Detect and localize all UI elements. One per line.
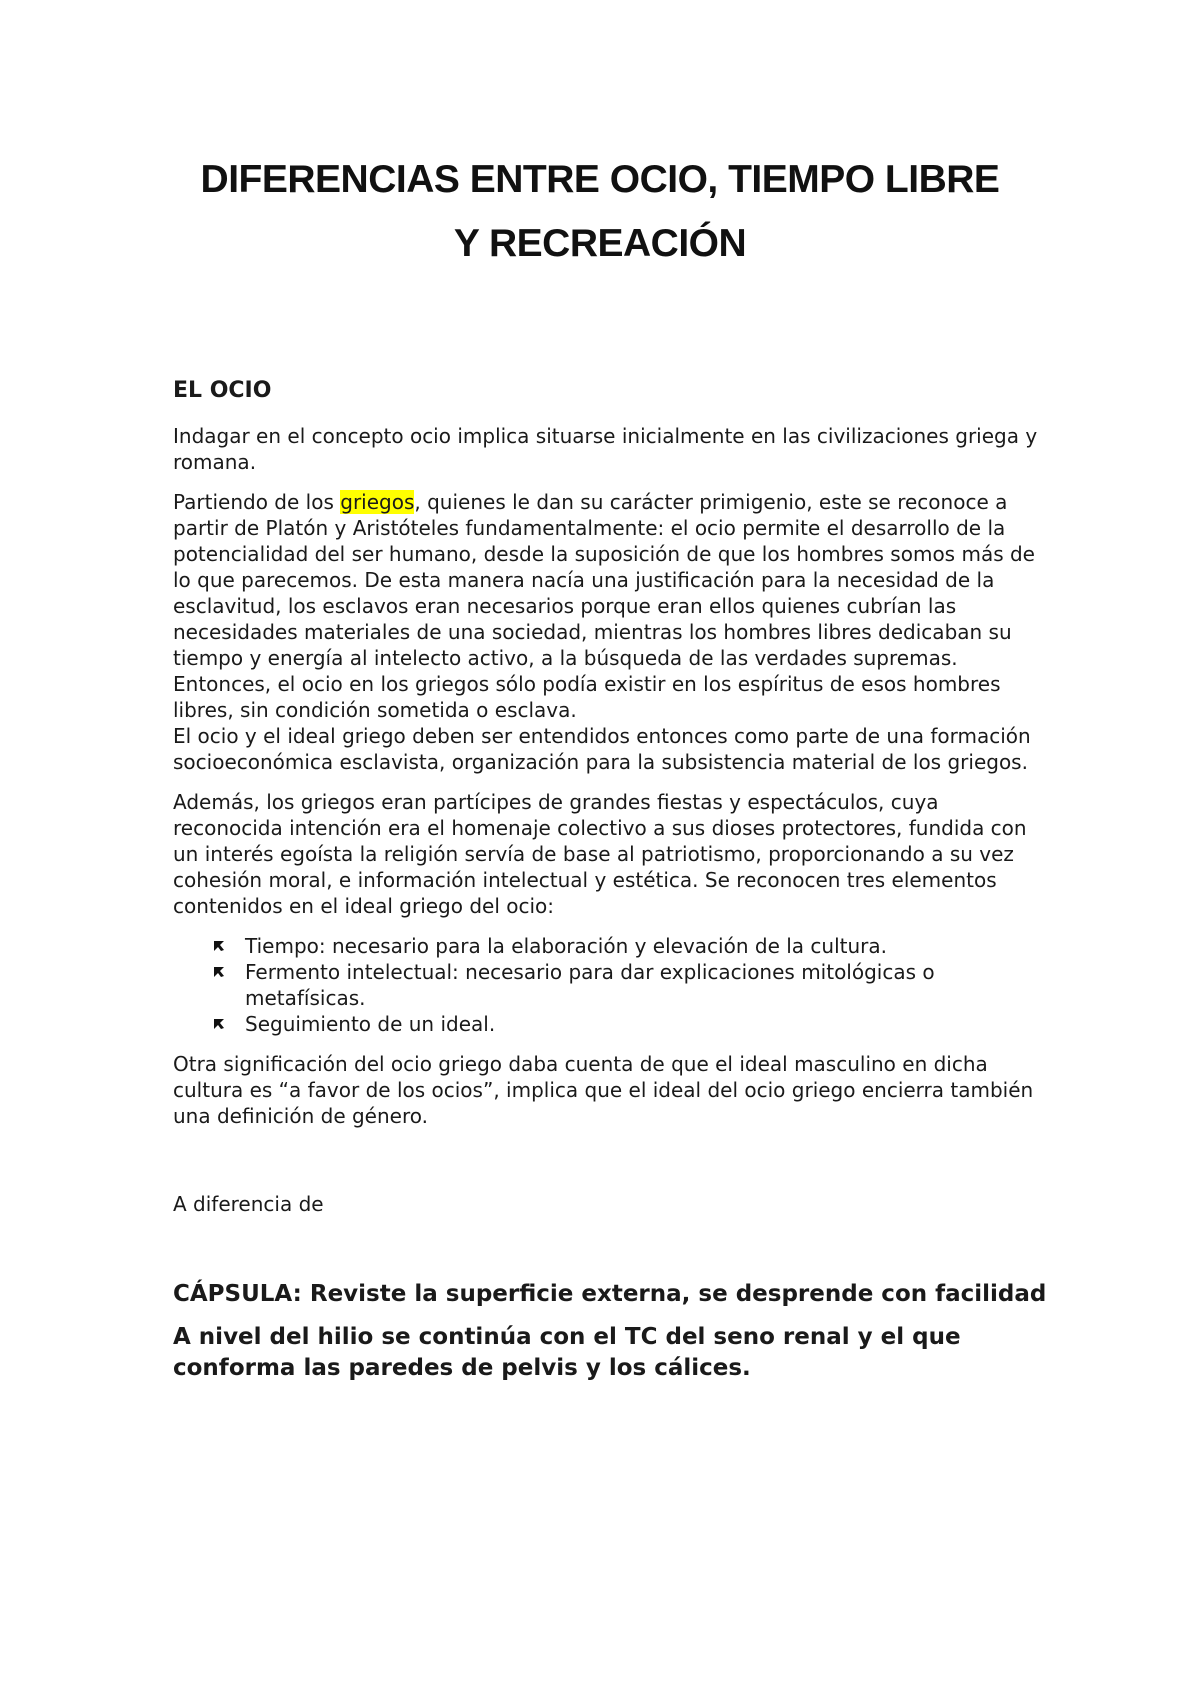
list-item <box>245 959 1053 1011</box>
list-item-text: Tiempo: necesario para la elaboración y elevación de la cultura. <box>245 934 887 958</box>
document-body <box>173 376 1053 1396</box>
paragraph-griegos <box>173 489 1053 723</box>
bullet-arrow-icon <box>213 1018 225 1030</box>
paragraph-fiestas: Además, los griegos eran partícipes de grandes fiestas y espectáculos, cuya reconocida intención era el homenaje colectivo a sus dioses protectores, fundida con un interés egoísta la religión servía de base al patriotismo, proporcionando a su vez cohesión moral, e información intelectual y estética. Se reconocen tres elementos contenidos en el ideal griego del ocio: <box>173 790 1027 918</box>
paragraph-griegos-start: Partiendo de los <box>173 490 341 514</box>
bullet-arrow-icon <box>213 940 225 952</box>
list-item <box>245 933 1053 959</box>
paragraph-diferencia: A diferencia de <box>173 1192 324 1216</box>
paragraph-intro: Indagar en el concepto ocio implica situarse inicialmente en las civilizaciones griega y romana. <box>173 424 1038 474</box>
bullet-arrow-icon <box>213 966 225 978</box>
paragraph-griegos-rest: , quienes le dan su carácter primigenio, este se reconoce a partir de Platón y Aristóteles fundamentalmente: el ocio permite el desarrollo de la potencialidad del ser humano, desde la suposición de que los hombres somos más de lo que parecemos. De esta manera nacía una justificación para la necesidad de la esclavitud, los esclavos eran necesarios porque eran ellos quienes cubrían las necesidades materiales de una sociedad, mientras los hombres libres dedicaban su tiempo y energía al intelecto activo, a la búsqueda de las verdades supremas. Entonces, el ocio en los griegos sólo podía existir en los espíritus de esos hombres libres, sin condición sometida o esclava. <box>173 490 1035 722</box>
list-item-text: Fermento intelectual: necesario para dar explicaciones mitológicas o metafísicas. <box>245 960 935 1010</box>
capsula-line: CÁPSULA: Reviste la superficie externa, se desprende con facilidad <box>173 1281 1047 1307</box>
title-line-2: Y RECREACIÓN <box>453 222 747 265</box>
blank-space <box>173 1143 1053 1191</box>
document-title <box>150 148 1050 276</box>
title-line-1: DIFERENCIAS ENTRE OCIO, TIEMPO LIBRE <box>200 158 1000 201</box>
hilio-line: A nivel del hilio se continúa con el TC del seno renal y el que conforma las paredes de pelvis y los cálices. <box>173 1324 961 1381</box>
elements-list <box>173 933 1053 1037</box>
highlighted-word: griegos <box>340 490 415 514</box>
blank-space <box>173 1231 1053 1279</box>
section-heading: EL OCIO <box>173 378 272 403</box>
list-item <box>245 1011 1053 1037</box>
paragraph-ideal-griego: El ocio y el ideal griego deben ser entendidos entonces como parte de una formación socioeconómica esclavista, organización para la subsistencia material de los griegos. <box>173 724 1031 774</box>
list-item-text: Seguimiento de un ideal. <box>245 1012 496 1036</box>
paragraph-genero: Otra significación del ocio griego daba cuenta de que el ideal masculino en dicha cultura es “a favor de los ocios”, implica que el ideal del ocio griego encierra también una definición de género. <box>173 1052 1034 1128</box>
